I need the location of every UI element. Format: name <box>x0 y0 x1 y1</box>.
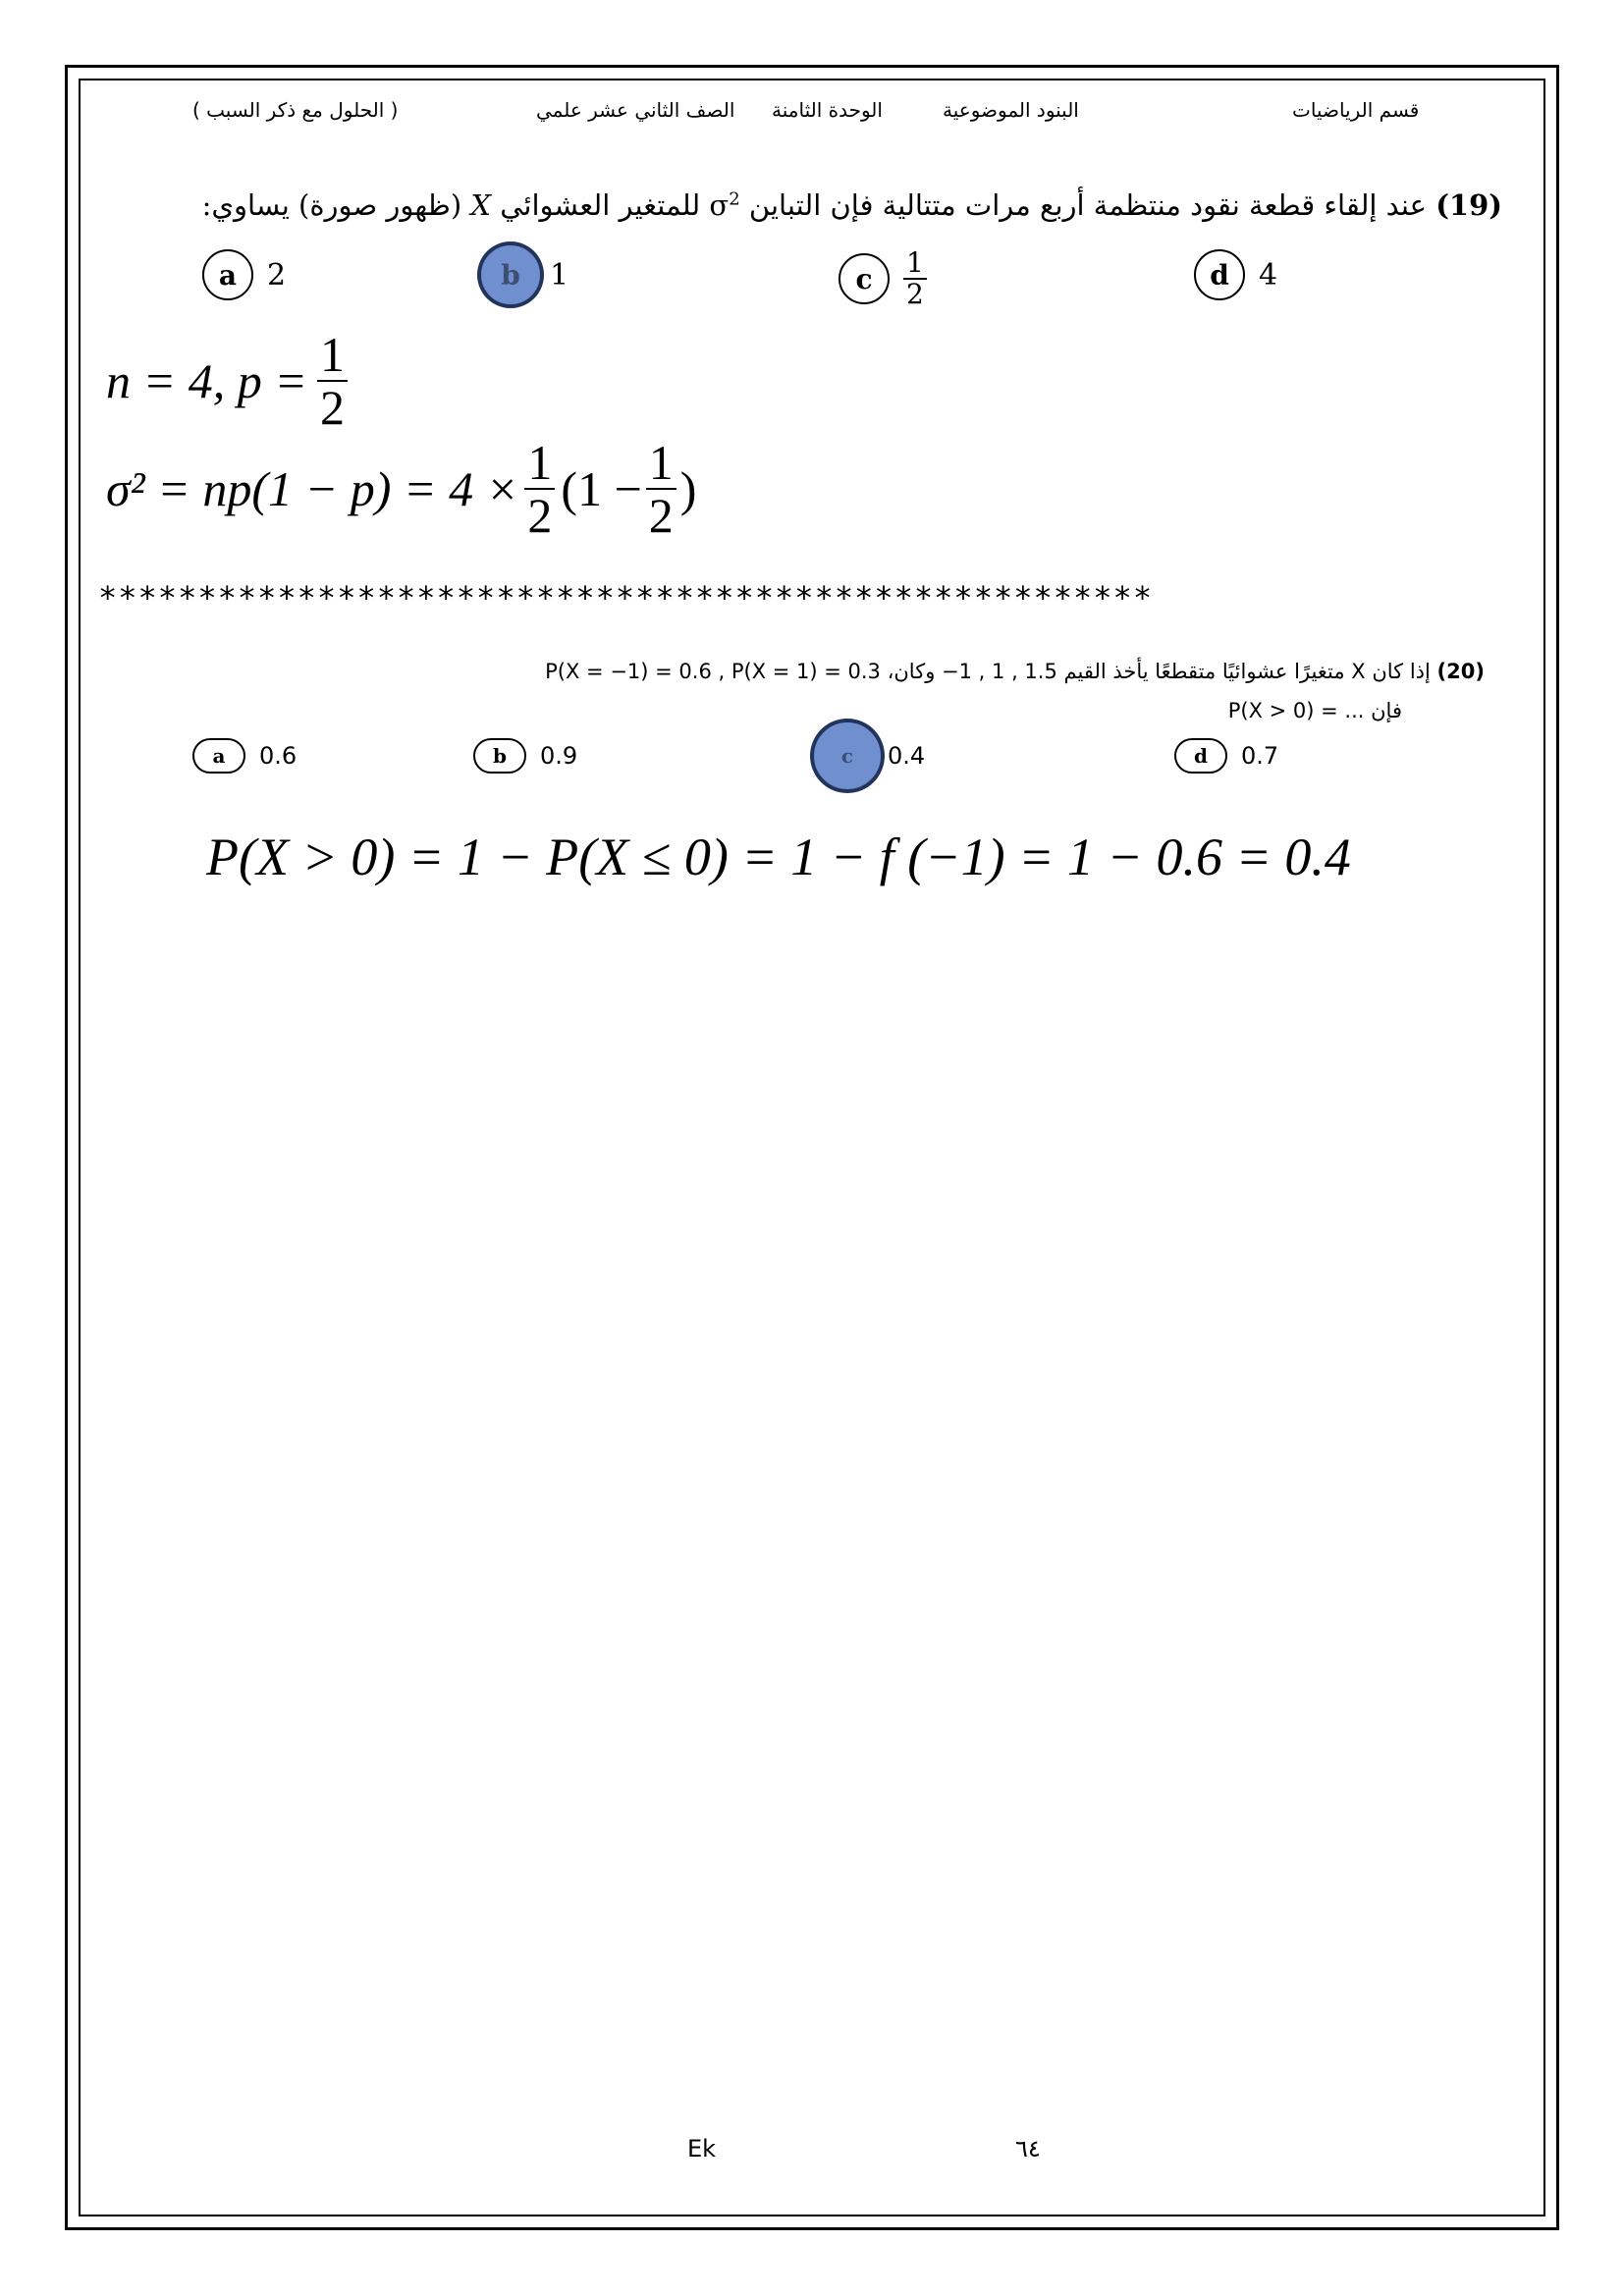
question-20-text: (20) إذا كان X متغيرًا عشوائيًا متقطعًا يأخذ القيم 1.5 , 1 , 1− وكان، P(X = −1) = 0.6 , P(X = 1) = 0.3 <box>545 660 1485 683</box>
header-department: قسم الرياضيات <box>1292 98 1420 122</box>
option-letter-selected: c <box>812 721 883 791</box>
q19-solution-line-1: n = 4, p = $\frac{1}{2}$ <box>106 330 348 432</box>
q19-option-d[interactable] <box>1194 249 1277 300</box>
header-items-type: البنود الموضوعية <box>943 98 1079 122</box>
option-value: 1 <box>550 257 569 293</box>
question-20-text-line-2: فإن ... = P(X > 0) <box>1227 699 1402 722</box>
q19-option-b[interactable] <box>485 249 568 300</box>
question-number: (19) <box>1435 188 1502 222</box>
footer-page-number: ٦٤ <box>1015 2135 1041 2163</box>
fraction: $\frac{1}{2}$ <box>317 330 348 432</box>
header-note: ( الحلول مع ذكر السبب ) <box>192 98 399 122</box>
q19-solution-line-2: σ² = np(1 − p) = 4 × $\frac{1}{2}$ (1 − $\frac{1}{2}$ ) <box>106 435 697 543</box>
header-unit: الوحدة الثامنة <box>772 98 883 122</box>
fraction: $\frac{1}{2}$ <box>524 438 555 540</box>
question-number: (20) <box>1436 660 1485 683</box>
question-19-text: (19) عند إلقاء قطعة نقود منتظمة أربع مرات متتالية فإن التباين $\sigma^2$ للمتغير العشوائي X (ظهور صورة) يساوي: <box>201 188 1502 222</box>
option-value: 0.9 <box>540 742 578 770</box>
q20-option-b[interactable] <box>473 738 577 774</box>
separator-stars: ***************************************************** <box>98 579 1154 616</box>
q19-option-a[interactable] <box>202 249 286 300</box>
q20-option-c[interactable] <box>821 738 925 774</box>
option-value: 0.6 <box>259 742 298 770</box>
option-value: 4 <box>1259 257 1278 293</box>
option-letter: a <box>192 738 245 774</box>
header-grade: الصف الثاني عشر علمي <box>536 98 735 122</box>
q19-option-c[interactable] <box>839 246 927 310</box>
option-value: 0.7 <box>1241 742 1279 770</box>
option-value: 0.4 <box>888 742 926 770</box>
option-letter: d <box>1194 249 1245 300</box>
option-value-fraction: $\frac{1}{2}$ <box>903 249 927 308</box>
option-letter: b <box>473 738 526 774</box>
option-value: 2 <box>267 257 287 293</box>
q20-solution: P(X > 0) = 1 − P(X ≤ 0) = 1 − f (−1) = 1 − 0.6 = 0.4 <box>206 828 1351 886</box>
q20-option-a[interactable] <box>192 738 297 774</box>
option-letter: c <box>839 253 890 304</box>
q20-option-d[interactable] <box>1174 738 1278 774</box>
option-letter-selected: b <box>479 243 542 306</box>
option-letter: d <box>1174 738 1227 774</box>
fraction: $\frac{1}{2}$ <box>646 438 677 540</box>
footer-initials: Ek <box>687 2135 717 2163</box>
option-letter: a <box>202 249 253 300</box>
